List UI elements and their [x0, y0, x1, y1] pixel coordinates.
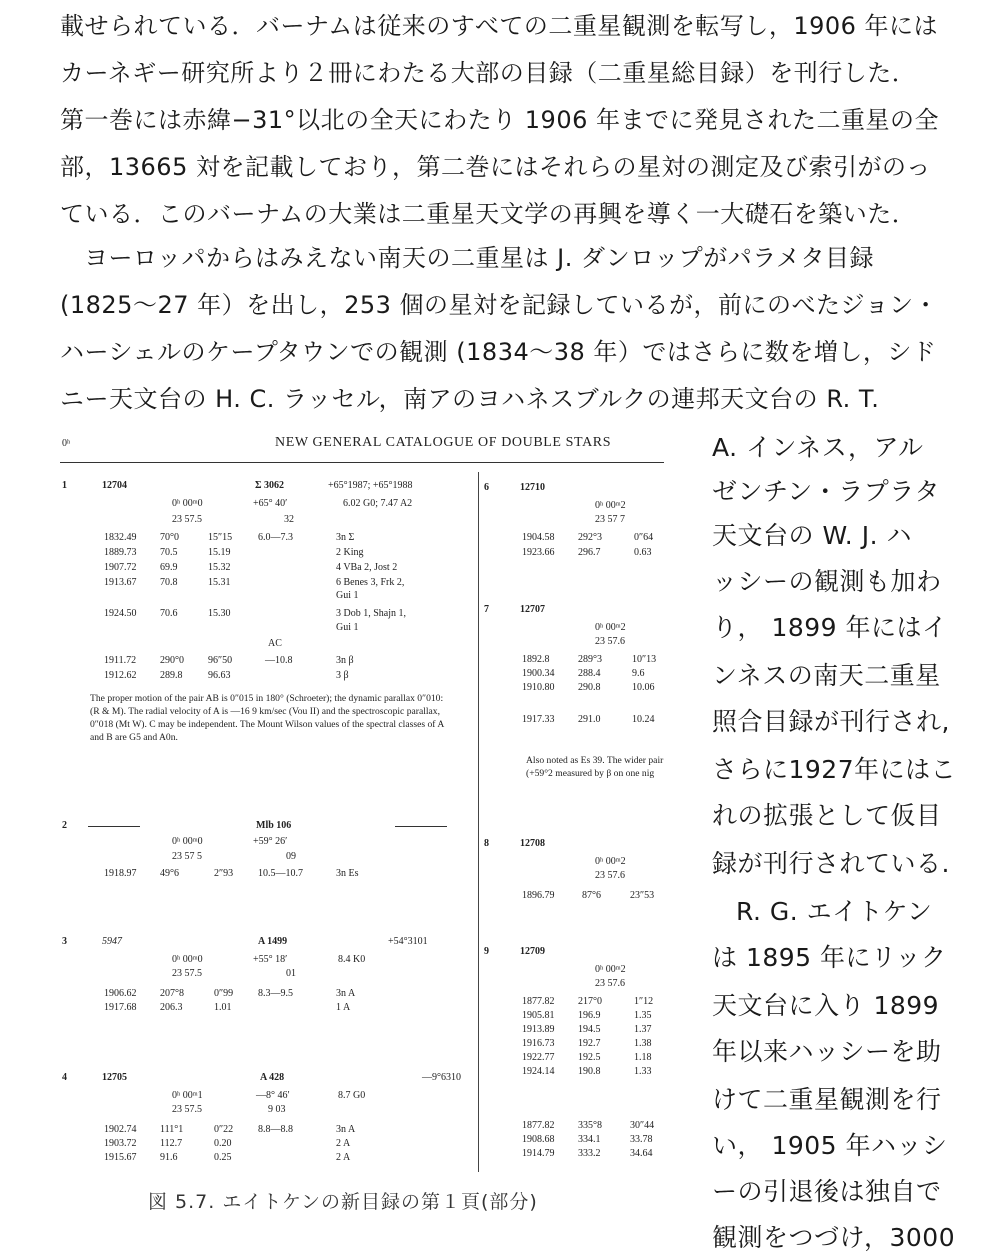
catalog-cell: 207°8	[160, 988, 184, 999]
catalog-cell: 111°1	[160, 1124, 184, 1135]
catalog-cell: 2 A	[336, 1152, 351, 1163]
catalog-cell: 291.0	[578, 714, 601, 725]
catalog-cell: 1923.66	[522, 547, 555, 558]
catalog-cell: 1832.49	[104, 532, 137, 543]
body-line-5: ている．このバーナムの大業は二重星天文学の再興を導く一大礎石を築いた．	[60, 200, 917, 228]
catalog-cell: 2″93	[214, 868, 234, 879]
side-line-3: 天文台の W. J. ハ	[712, 521, 912, 550]
side-line-7: 照合目録が刊行され,	[712, 707, 950, 736]
entry-number: 1	[62, 480, 67, 491]
entry-designation: Σ 3062	[255, 480, 285, 491]
catalog-cell: —8° 46′	[256, 1090, 290, 1101]
catalog-cell: 1917.33	[522, 714, 555, 725]
side-line-13: 天文台に入り 1899	[712, 991, 940, 1020]
catalog-cell: 01	[286, 968, 296, 979]
catalog-cell: 3 β	[336, 670, 349, 681]
catalog-cell: 23 57.6	[595, 978, 625, 989]
entry-number: 6	[484, 482, 489, 493]
catalog-cell: 334.1	[578, 1134, 601, 1145]
catalog-cell: 8.4 K0	[338, 954, 366, 965]
catalog-cell: 09	[286, 851, 296, 862]
catalog-cell: 3n A	[336, 1124, 356, 1135]
catalog-cell: 70°0	[160, 532, 179, 543]
catalog-cell: 1892.8	[522, 654, 550, 665]
entry-note: The proper motion of the pair AB is 0″015 in 180° (Schroeter); the dynamic parallax 0″010: (R & M). The radial velocity of A is —16 9 km/sec (Vou II) and the spectroscopic parallax, 0″018 (Mt W). C may be independent. The Mount Wilson values of the spectral classes of A and B are G5 and A0n.	[90, 693, 444, 743]
body-line-1: 載せられている．バーナムは従来のすべての二重星観測を転写し，1906 年には	[60, 12, 939, 40]
catalog-cell: 0.63	[634, 547, 652, 558]
catalog-cell: 0ʰ 00ᵐ2	[595, 856, 626, 867]
catalog-cell: 335°8	[578, 1120, 602, 1131]
catalog-cell: 1900.34	[522, 668, 555, 679]
catalog-cell: 0ʰ 00ᵐ0	[172, 836, 203, 847]
catalog-cell: 49°6	[160, 868, 179, 879]
catalog-cell: 1908.68	[522, 1134, 555, 1145]
entry-bd: —9°6310	[422, 1072, 461, 1083]
catalog-cell: 9 03	[268, 1104, 286, 1115]
catalog-cell: 1904.58	[522, 532, 555, 543]
side-line-18: 観測をつづけ，3000	[712, 1223, 956, 1252]
catalog-cell: 1918.97	[104, 868, 137, 879]
catalog-cell: 1.33	[634, 1066, 652, 1077]
catalog-cell: 292°3	[578, 532, 602, 543]
body-line-4: 部，13665 対を記載しており，第二巻にはそれらの星対の測定及び索引がのっ	[60, 153, 931, 181]
catalog-cell: 1924.14	[522, 1066, 555, 1077]
catalog-cell: 23 57 7	[595, 514, 625, 525]
catalog-cell: 23 57.5	[172, 1104, 202, 1115]
catalog-cell: 3n β	[336, 655, 354, 666]
catalog-cell: 70.6	[160, 608, 178, 619]
catalog-cell: 0ʰ 00ᵐ2	[595, 964, 626, 975]
catalog-cell: 1917.68	[104, 1002, 137, 1013]
catalog-cell: 1″12	[634, 996, 654, 1007]
catalog-cell: 1889.73	[104, 547, 137, 558]
catalog-cell: 112.7	[160, 1138, 183, 1149]
catalog-cell: 10.5—10.7	[258, 868, 303, 879]
body-line-7: (1825〜27 年）を出し，253 個の星対を記録しているが，前にのべたジョン・	[60, 291, 939, 319]
measure-observer-cont: Gui 1	[336, 590, 359, 601]
entry-id: 12708	[520, 838, 545, 849]
catalog-cell: 1906.62	[104, 988, 137, 999]
side-line-1: A. インネス，アル	[712, 433, 924, 462]
catalog-cell: 0.20	[214, 1138, 232, 1149]
catalog-cell: 6.0—7.3	[258, 532, 293, 543]
catalog-cell: 0″99	[214, 988, 234, 999]
side-line-17: ーの引退後は独自で	[712, 1177, 942, 1206]
entry-number: 8	[484, 838, 489, 849]
catalog-cell: 69.9	[160, 562, 178, 573]
catalog-cell: 1902.74	[104, 1124, 137, 1135]
catalog-cell: 2 King	[336, 547, 364, 558]
catalog-cell: 1877.82	[522, 1120, 555, 1131]
catalog-cell: 1877.82	[522, 996, 555, 1007]
catalog-cell: 15.32	[208, 562, 231, 573]
entry-designation: A 1499	[258, 936, 288, 947]
catalog-cell: 3n Σ	[336, 532, 355, 543]
entry-bd: +65°1987; +65°1988	[328, 480, 413, 491]
catalog-cell: 1912.62	[104, 670, 137, 681]
entry-number: 3	[62, 936, 67, 947]
catalog-cell: 0″22	[214, 1124, 234, 1135]
entry-note: Also noted as Es 39. The wider pair (+59°2 measured by β on one nig	[526, 755, 664, 779]
entry-id: 12704	[102, 480, 127, 491]
catalog-cell: 1.18	[634, 1052, 652, 1063]
body-line-3: 第一巻には赤緯−31°以北の全天にわたり 1906 年までに発見された二重星の全	[60, 106, 939, 134]
catalog-cell: 8.3—9.5	[258, 988, 293, 999]
catalog-hour-label: 0ʰ	[62, 438, 71, 449]
catalog-cell: 23 57.6	[595, 870, 625, 881]
entry-number: 4	[62, 1072, 67, 1083]
catalog-cell: 1913.89	[522, 1024, 555, 1035]
catalog-cell: 33.78	[630, 1134, 653, 1145]
catalog-cell: 1896.79	[522, 890, 555, 901]
entry-component-label: AC	[268, 638, 282, 649]
catalog-cell: —10.8	[265, 655, 293, 666]
catalog-cell: 10.06	[632, 682, 655, 693]
side-line-12: は 1895 年にリック	[712, 943, 947, 972]
catalog-cell: 296.7	[578, 547, 601, 558]
catalog-cell: 15.30	[208, 608, 231, 619]
catalog-cell: 96.63	[208, 670, 231, 681]
catalog-cell: 1911.72	[104, 655, 137, 666]
catalog-cell: 1916.73	[522, 1038, 555, 1049]
entry-id: 12707	[520, 604, 545, 615]
catalog-cell: 190.8	[578, 1066, 601, 1077]
catalog-column-divider	[478, 472, 479, 1172]
body-line-8: ハーシェルのケープタウンでの観測 (1834〜38 年）ではさらに数を増し，シド	[60, 338, 937, 366]
entry-dash	[88, 826, 140, 827]
entry-ra-1900: 23 57.5	[172, 514, 202, 525]
catalog-cell: 15.19	[208, 547, 231, 558]
catalog-cell: 23 57.5	[172, 968, 202, 979]
catalog-header-rule	[60, 462, 664, 463]
catalog-cell: 15.31	[208, 577, 231, 588]
catalog-cell: 206.3	[160, 1002, 183, 1013]
catalog-cell: 192.7	[578, 1038, 601, 1049]
catalog-figure	[60, 428, 685, 1168]
catalog-cell: 2 A	[336, 1138, 351, 1149]
side-line-10: 録が刊行されている.	[712, 849, 950, 878]
catalog-cell: 289.8	[160, 670, 183, 681]
side-line-14: 年以来ハッシーを助	[712, 1037, 942, 1066]
entry-id: 12710	[520, 482, 545, 493]
catalog-cell: 8.8—8.8	[258, 1124, 293, 1135]
side-line-16: い， 1905 年ハッシ	[712, 1131, 948, 1160]
catalog-cell: 1903.72	[104, 1138, 137, 1149]
catalog-cell: 3 Dob 1, Shajn 1,	[336, 608, 406, 619]
catalog-cell: 0ʰ 00ᵐ2	[595, 622, 626, 633]
catalog-cell: 23 57 5	[172, 851, 202, 862]
entry-number: 9	[484, 946, 489, 957]
catalog-cell: 96″50	[208, 655, 233, 666]
catalog-cell: 1914.79	[522, 1148, 555, 1159]
catalog-cell: 0.25	[214, 1152, 232, 1163]
catalog-cell: 23 57.6	[595, 636, 625, 647]
entry-id: 5947	[102, 936, 122, 947]
catalog-cell: 0ʰ 00ᵐ1	[172, 1090, 203, 1101]
catalog-cell: 34.64	[630, 1148, 653, 1159]
catalog-cell: 3n Es	[336, 868, 359, 879]
catalog-cell: 0ʰ 00ᵐ0	[172, 954, 203, 965]
catalog-cell: 15″15	[208, 532, 233, 543]
catalog-cell: 6 Benes 3, Frk 2,	[336, 577, 405, 588]
side-line-5: り， 1899 年にはイ	[712, 613, 948, 642]
catalog-cell: +55° 18′	[253, 954, 288, 965]
side-line-15: けて二重星観測を行	[712, 1085, 942, 1114]
catalog-cell: 1905.81	[522, 1010, 555, 1021]
catalog-cell: 3n A	[336, 988, 356, 999]
catalog-cell: +59° 26′	[253, 836, 288, 847]
catalog-cell: 288.4	[578, 668, 601, 679]
catalog-cell: 217°0	[578, 996, 602, 1007]
catalog-cell: 1913.67	[104, 577, 137, 588]
side-line-4: ッシーの観測も加わ	[712, 567, 942, 596]
entry-number: 7	[484, 604, 489, 615]
entry-dec: +65° 40′	[253, 498, 288, 509]
entry-id: 12709	[520, 946, 545, 957]
catalog-cell: 196.9	[578, 1010, 601, 1021]
catalog-cell: 290°0	[160, 655, 184, 666]
catalog-cell: 1.01	[214, 1002, 232, 1013]
entry-number: 2	[62, 820, 67, 831]
catalog-cell: 70.5	[160, 547, 178, 558]
catalog-cell: 1907.72	[104, 562, 137, 573]
side-line-8: さらに1927年にはこ	[712, 755, 957, 784]
entry-dec-1900: 32	[284, 514, 294, 525]
catalog-cell: 289°3	[578, 654, 602, 665]
catalog-cell: 194.5	[578, 1024, 601, 1035]
catalog-cell: 290.8	[578, 682, 601, 693]
catalog-cell: 70.8	[160, 577, 178, 588]
catalog-cell: 91.6	[160, 1152, 178, 1163]
entry-designation: A 428	[260, 1072, 285, 1083]
catalog-title: NEW GENERAL CATALOGUE OF DOUBLE STARS	[275, 435, 612, 450]
entry-designation: Mlb 106	[256, 820, 292, 831]
entry-ra: 0ʰ 00ᵐ0	[172, 498, 203, 509]
side-line-6: ンネスの南天二重星	[712, 661, 941, 690]
catalog-cell: 87°6	[582, 890, 601, 901]
catalog-cell: 10.24	[632, 714, 655, 725]
body-line-2: カーネギー研究所より２冊にわたる大部の目録（二重星総目録）を刊行した．	[60, 59, 917, 87]
entry-id: 12705	[102, 1072, 127, 1083]
body-line-9: ニー天文台の H. C. ラッセル，南アのヨハネスブルクの連邦天文台の R. T.	[60, 385, 880, 413]
figure-caption: 図 5.7. エイトケンの新目録の第１頁(部分)	[148, 1191, 538, 1213]
entry-magnitudes: 6.02 G0; 7.47 A2	[343, 498, 413, 509]
measure-observer-cont: Gui 1	[336, 622, 359, 633]
catalog-cell: 333.2	[578, 1148, 601, 1159]
entry-bd: +54°3101	[388, 936, 428, 947]
side-line-11: R. G. エイトケン	[736, 897, 933, 926]
catalog-cell: 1 A	[336, 1002, 351, 1013]
catalog-cell: 1915.67	[104, 1152, 137, 1163]
body-line-6: ヨーロッパからはみえない南天の二重星は J. ダンロップがパラメタ目録	[84, 244, 875, 272]
catalog-cell: 0ʰ 00ᵐ2	[595, 500, 626, 511]
catalog-cell: 1910.80	[522, 682, 555, 693]
catalog-cell: 1.37	[634, 1024, 652, 1035]
catalog-cell: 0″64	[634, 532, 654, 543]
catalog-cell: 1.35	[634, 1010, 652, 1021]
catalog-cell: 1924.50	[104, 608, 137, 619]
catalog-cell: 30″44	[630, 1120, 655, 1131]
catalog-cell: 8.7 G0	[338, 1090, 366, 1101]
catalog-cell: 192.5	[578, 1052, 601, 1063]
catalog-cell: 9.6	[632, 668, 645, 679]
catalog-cell: 23″53	[630, 890, 655, 901]
catalog-cell: 4 VBa 2, Jost 2	[336, 562, 398, 573]
catalog-cell: 10″13	[632, 654, 657, 665]
catalog-cell: 1922.77	[522, 1052, 555, 1063]
catalog-cell: 1.38	[634, 1038, 652, 1049]
side-line-9: れの拡張として仮目	[712, 801, 942, 830]
entry-dash	[395, 826, 447, 827]
side-line-2: ゼンチン・ラプラタ	[712, 477, 941, 506]
